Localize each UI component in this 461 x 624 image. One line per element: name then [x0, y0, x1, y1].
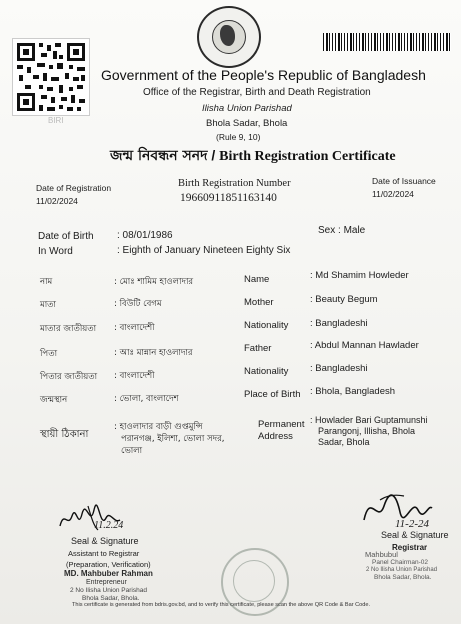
address-bn-line1: : হাওলাদার বাড়ী গুপ্তমুন্সি — [114, 422, 203, 432]
father-bn-value: : আঃ মান্নান হাওলাদার — [114, 348, 193, 358]
rule-reference: (Rule 9, 10) — [216, 132, 261, 142]
government-emblem — [197, 6, 261, 68]
qr-label: BIRI — [48, 116, 64, 125]
name-bn-label: নাম — [40, 277, 53, 287]
place-of-birth-bn-label: জন্মস্থান — [40, 395, 68, 405]
registration-number-label: Birth Registration Number — [178, 178, 291, 189]
mother-value: : Beauty Begum — [310, 294, 378, 305]
left-role1: Assistant to Registrar — [68, 549, 140, 558]
office-title: Office of the Registrar, Birth and Death Registration — [143, 87, 371, 98]
mother-bn-value: : বিউটি বেগম — [114, 299, 162, 309]
father-label: Father — [244, 343, 272, 354]
address-bn-label: স্থায়ী ঠিকানা — [40, 429, 89, 440]
left-place: Bhola Sadar, Bhola. — [82, 595, 140, 602]
date-of-registration-label: Date of Registration — [36, 183, 112, 193]
place-of-birth-label: Place of Birth — [244, 389, 301, 400]
mother-bn-label: মাতা — [40, 300, 57, 310]
address-en-line1: : Howlader Bari Guptamunshi — [310, 415, 428, 425]
name-value: : Md Shamim Howleder — [310, 270, 409, 281]
right-office: 2 No Ilisha Union Parishad — [366, 567, 438, 573]
location: Bhola Sadar, Bhola — [206, 118, 288, 129]
registration-number-value: 19660911851163140 — [180, 192, 277, 204]
mother-nationality-value: : Bangladeshi — [310, 318, 368, 329]
left-seal-signature-label: Seal & Signature — [71, 536, 139, 546]
place-of-birth-value: : Bhola, Bangladesh — [310, 386, 396, 397]
qr-code — [12, 38, 90, 116]
footer-note: This certificate is generated from bdris.gov.bd, and to verify this certificate, please scan the above QR Code & Bar Code. — [72, 602, 371, 608]
barcode — [323, 33, 451, 51]
right-place: Bhola Sadar, Bhola. — [374, 574, 432, 581]
father-nationality-bn-value: : বাংলাদেশী — [114, 371, 155, 381]
left-office: 2 No Ilisha Union Parishad — [70, 587, 147, 594]
date-of-issuance-label: Date of Issuance — [372, 176, 436, 186]
address-bn-line3: ভোলা — [121, 446, 143, 456]
date-of-birth-value: : 08/01/1986 — [117, 230, 173, 241]
left-role2: (Preparation, Verification) — [66, 560, 151, 569]
right-name: Mahbubul — [365, 550, 398, 559]
certificate-title-bn: জন্ম নিবন্ধন সনদ — [110, 148, 208, 164]
sex-value: Sex : Male — [318, 225, 366, 236]
address-bn-line2: পরানগঞ্জ, ইলিশা, ভোলা সদর, — [121, 434, 225, 444]
government-title: Government of the People's Republic of Bangladesh — [101, 67, 426, 83]
place-of-birth-bn-value: : ভোলা, বাংলাদেশ — [114, 394, 179, 404]
address-en-label2: Address — [258, 431, 293, 442]
in-word-label: In Word — [38, 246, 73, 257]
left-title: Entrepreneur — [86, 579, 127, 586]
name-bn-value: : মোঃ শামিম হাওলাদার — [114, 277, 194, 287]
union-name: Ilisha Union Parishad — [202, 103, 292, 114]
right-role: Registrar — [392, 543, 428, 552]
address-en-line2: Parangonj, Illisha, Bhola — [318, 426, 416, 436]
in-word-value: : Eighth of January Nineteen Eighty Six — [117, 245, 291, 256]
certificate-title-separator: / — [211, 147, 216, 163]
right-title: Panel Chairman-02 — [372, 559, 429, 566]
mother-nationality-bn-value: : বাংলাদেশী — [114, 323, 155, 333]
mother-label: Mother — [244, 297, 274, 308]
father-nationality-bn-label: পিতার জাতীয়তা — [40, 372, 98, 382]
certificate-title — [110, 144, 396, 168]
name-label: Name — [244, 274, 270, 285]
father-value: : Abdul Mannan Hawlader — [310, 340, 419, 351]
father-bn-label: পিতা — [40, 349, 58, 359]
left-name: MD. Mahbuber Rahman — [64, 569, 153, 578]
mother-nationality-label: Nationality — [244, 320, 289, 331]
mother-nationality-bn-label: মাতার জাতীয়তা — [40, 324, 97, 334]
father-nationality-label: Nationality — [244, 366, 289, 377]
address-en-line3: Sadar, Bhola — [318, 437, 370, 447]
date-of-registration-value: 11/02/2024 — [36, 196, 78, 206]
date-of-birth-label: Date of Birth — [38, 231, 94, 242]
address-en-label1: Permanent — [258, 419, 305, 430]
right-signature-date: 11-2-24 — [395, 518, 430, 530]
left-signature-date: 11.2.24 — [94, 520, 124, 531]
certificate-title-en: Birth Registration Certificate — [219, 149, 396, 164]
father-nationality-value: : Bangladeshi — [310, 363, 368, 374]
date-of-issuance-value: 11/02/2024 — [372, 189, 414, 199]
right-seal-signature-label: Seal & Signature — [381, 530, 449, 540]
